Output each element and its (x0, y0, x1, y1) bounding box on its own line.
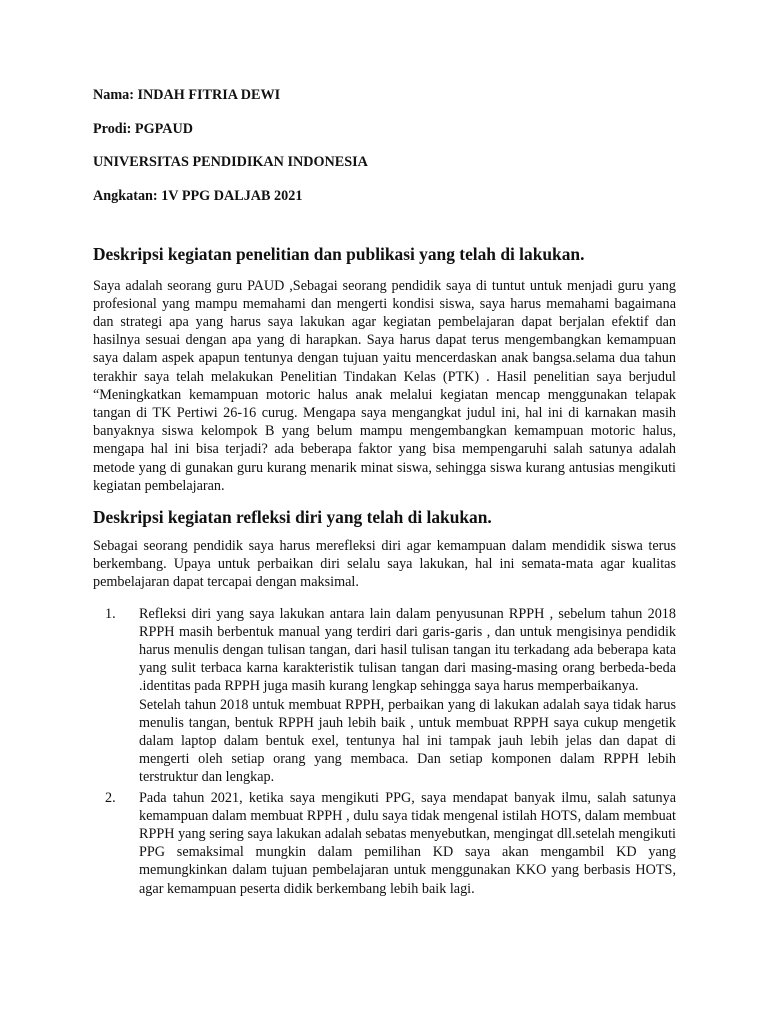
list-item (93, 605, 676, 787)
list-item-text: Pada tahun 2021, ketika saya mengikuti PPG, saya mendapat banyak ilmu, salah satunya kemampuan dalam membuat RPPH , dulu saya tidak mengenal istilah HOTS, dalam membuat RPPH yang sering saya lakukan adalah sebatas menyebutkan, mengingat dll.setelah mengikuti PPG semaksimal mungkin dalam pemilihan KD saya akan mengambil KD yang memungkinkan dalam tujuan pembelajaran untuk menggunakan KKO yang berbasis HOTS, agar kemampuan peserta didik berkembang lebih baik lagi. (139, 789, 676, 897)
study-program-line: Prodi: PGPAUD (93, 120, 193, 137)
reflection-intro-paragraph: Sebagai seorang pendidik saya harus merefleksi diri agar kemampuan dalam mendidik siswa terus berkembang. Upaya untuk perbaikan diri selalu saya lakukan, hal ini semata-mata agar kualitas pembelajaran dapat tercapai dengan maksimal. (93, 537, 676, 591)
university-line: UNIVERSITAS PENDIDIKAN INDONESIA (93, 154, 368, 170)
name-line: Nama: INDAH FITRIA DEWI (93, 87, 281, 103)
list-item-continuation: Setelah tahun 2018 untuk membuat RPPH, perbaikan yang di lakukan adalah saya tidak harus menulis tangan, bentuk RPPH jauh lebih baik , untuk membuat RPPH saya cukup mengetik dalam laptop dalam bentuk exel, tentunya hal ini tampak jauh lebih jelas dan dapat di mengerti oleh setiap orang yang membaca. Dan setiap komponen dalam RPPH lebih terstruktur dan lengkap. (139, 696, 676, 786)
reflection-list (93, 605, 676, 898)
research-heading: Deskripsi kegiatan penelitian dan publikasi yang telah di lakukan. (93, 243, 585, 264)
list-item-number: 2. (105, 789, 116, 806)
research-paragraph: Saya adalah seorang guru PAUD ,Sebagai seorang pendidik saya di tuntut untuk menjadi guru yang profesional yang mampu memahami dan mengerti kondisi siswa, saya harus memahami bagaimana dan strategi apa yang harus saya lakukan agar kegiatan pembelajaran dapat berjalan efektif dan hasilnya sesuai dengan apa yang di harapkan. Saya harus dapat terus mengembangkan kemampuan saya dalam aspek apapun tentunya dengan tujuan yaitu mencerdaskan anak bangsa.selama dua tahun terakhir saya telah melakukan Penelitian Tindakan Kelas (PTK) . Hasil penelitian saya berjudul “Meningkatkan kemampuan motoric halus anak melalui kegiatan mencap menggunakan telapak tangan di TK Pertiwi 26-16 curug. Mengapa saya mengangkat judul ini, hal ini di karnakan masih banyaknya siswa kelompok B yang belum mampu mengembangkan kemampuan motoric halus, mengapa hal ini bisa terjadi? ada beberapa faktor yang bisa mempengaruhi salah satunya adalah metode yang di gunakan guru kurang menarik minat siswa, sehingga siswa kurang antusias mengikuti kegiatan pembelajaran. (93, 277, 676, 494)
identity-block (93, 86, 676, 205)
list-item-text: Refleksi diri yang saya lakukan antara lain dalam penyusunan RPPH , sebelum tahun 2018 RPPH masih berbentuk manual yang terdiri dari garis-garis , dan untuk mengisinya pendidik harus menulis dengan tulisan tangan, dari hasil tulisan tangan itu terkadang ada beberapa kata yang sulit terbaca karna karakteristik tulisan tangan dari masing-masing orang berbeda-beda .identitas pada RPPH juga masih kurang lengkap sehingga saya harus memperbaikanya. (139, 605, 676, 695)
list-item-number: 1. (105, 605, 116, 622)
cohort-line: Angkatan: 1V PPG DALJAB 2021 (93, 187, 303, 204)
reflection-heading: Deskripsi kegiatan refleksi diri yang telah di lakukan. (93, 506, 492, 527)
list-item (93, 789, 676, 898)
